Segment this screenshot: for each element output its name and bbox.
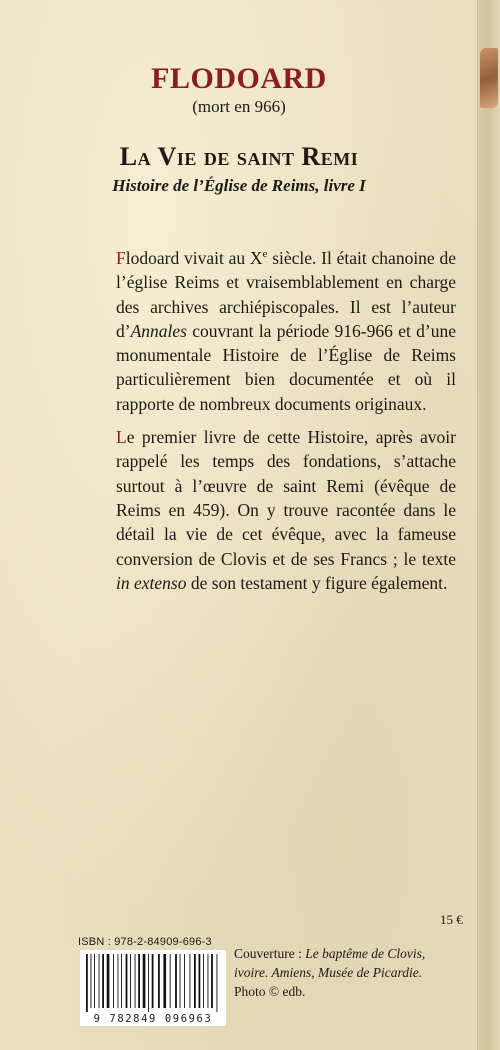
barcode-bar	[113, 954, 114, 1008]
blurb	[116, 246, 456, 604]
barcode-bar	[170, 954, 171, 1008]
text-run: lodoard vivait au X	[125, 248, 263, 268]
dropcap: F	[116, 248, 126, 268]
barcode-bar	[138, 954, 140, 1008]
barcode-bar	[107, 954, 110, 1008]
barcode-bar	[121, 954, 122, 1008]
italic-run: Annales	[130, 320, 187, 341]
blurb-paragraph-1	[116, 246, 456, 416]
barcode-bar	[199, 954, 201, 1008]
blurb-paragraph-2	[116, 425, 456, 595]
barcode-bar	[118, 954, 119, 1008]
barcode-digits: 9 782849 096963	[80, 1012, 226, 1026]
credit-title: Le baptême de Clovis,	[305, 946, 426, 961]
barcode-bar	[163, 954, 166, 1008]
text-run: couvrant la période 916-966 et d’une monumentale Histoire de l’Église de Reims particulièrement bien documentée et où il rapporte de nombreux documents originaux.	[116, 320, 456, 414]
barcode-bar	[94, 954, 95, 1008]
text-run: de son testament y figure également.	[186, 572, 448, 593]
cover-header	[0, 62, 478, 198]
superscript: e	[262, 248, 268, 261]
barcode-bar	[211, 954, 213, 1008]
barcode-bar	[175, 954, 177, 1008]
barcode-bar	[217, 954, 218, 1012]
isbn-label: ISBN : 978-2-84909-696-3	[78, 936, 212, 948]
barcode-bar	[184, 954, 185, 1008]
spine-ornament-icon	[480, 48, 498, 108]
barcode-bar	[91, 954, 92, 1008]
author-name: FLODOARD	[151, 62, 327, 95]
barcode-bar	[203, 954, 204, 1008]
barcode-bar	[135, 954, 136, 1008]
dropcap: L	[116, 427, 127, 448]
barcode-bar	[130, 954, 131, 1008]
barcode-bar	[194, 954, 196, 1008]
barcode-bar	[102, 954, 104, 1008]
text-run: siècle. Il était chanoine de l’église Reims et vraisemblablement en charge des archives archiépiscopales. Il est l’auteur d’	[116, 248, 456, 341]
barcode-bar	[143, 954, 146, 1008]
barcode-bar	[126, 954, 128, 1008]
credit-location: ivoire. Amiens, Musée de Picardie.	[234, 965, 423, 980]
credit-photo: Photo © edb.	[234, 984, 306, 999]
barcode-bar	[208, 954, 209, 1008]
barcode-icon	[80, 950, 226, 1012]
italic-run: in extenso	[116, 572, 187, 593]
price: 15 €	[440, 912, 463, 927]
barcode-bar	[86, 954, 88, 1012]
credit-label: Couverture :	[234, 946, 306, 961]
cover-credit	[234, 944, 474, 1001]
barcode-bar	[148, 954, 149, 1012]
spine-edge	[477, 0, 500, 1050]
barcode-bar	[158, 954, 160, 1008]
barcode-bars	[80, 950, 226, 1012]
barcode-bar	[180, 954, 181, 1008]
author-dates: (mort en 966)	[192, 97, 286, 116]
book-subtitle: Histoire de l’Église de Reims, livre I	[112, 176, 366, 195]
barcode-bar	[99, 954, 100, 1008]
barcode-bar	[152, 954, 154, 1008]
book-title: La Vie de saint Remi	[119, 142, 359, 171]
barcode-bar	[190, 954, 191, 1008]
text-run: e premier livre de cette Histoire, après avoir rappelé les temps des fondations, s’attache surtout à l’œuvre de saint Remi (évêque de Reims en 459). On y trouve racontée dans le détail la vie de cet évêque, avec la fameuse conversion de Clovis et de ses Francs ; le texte	[116, 427, 456, 569]
